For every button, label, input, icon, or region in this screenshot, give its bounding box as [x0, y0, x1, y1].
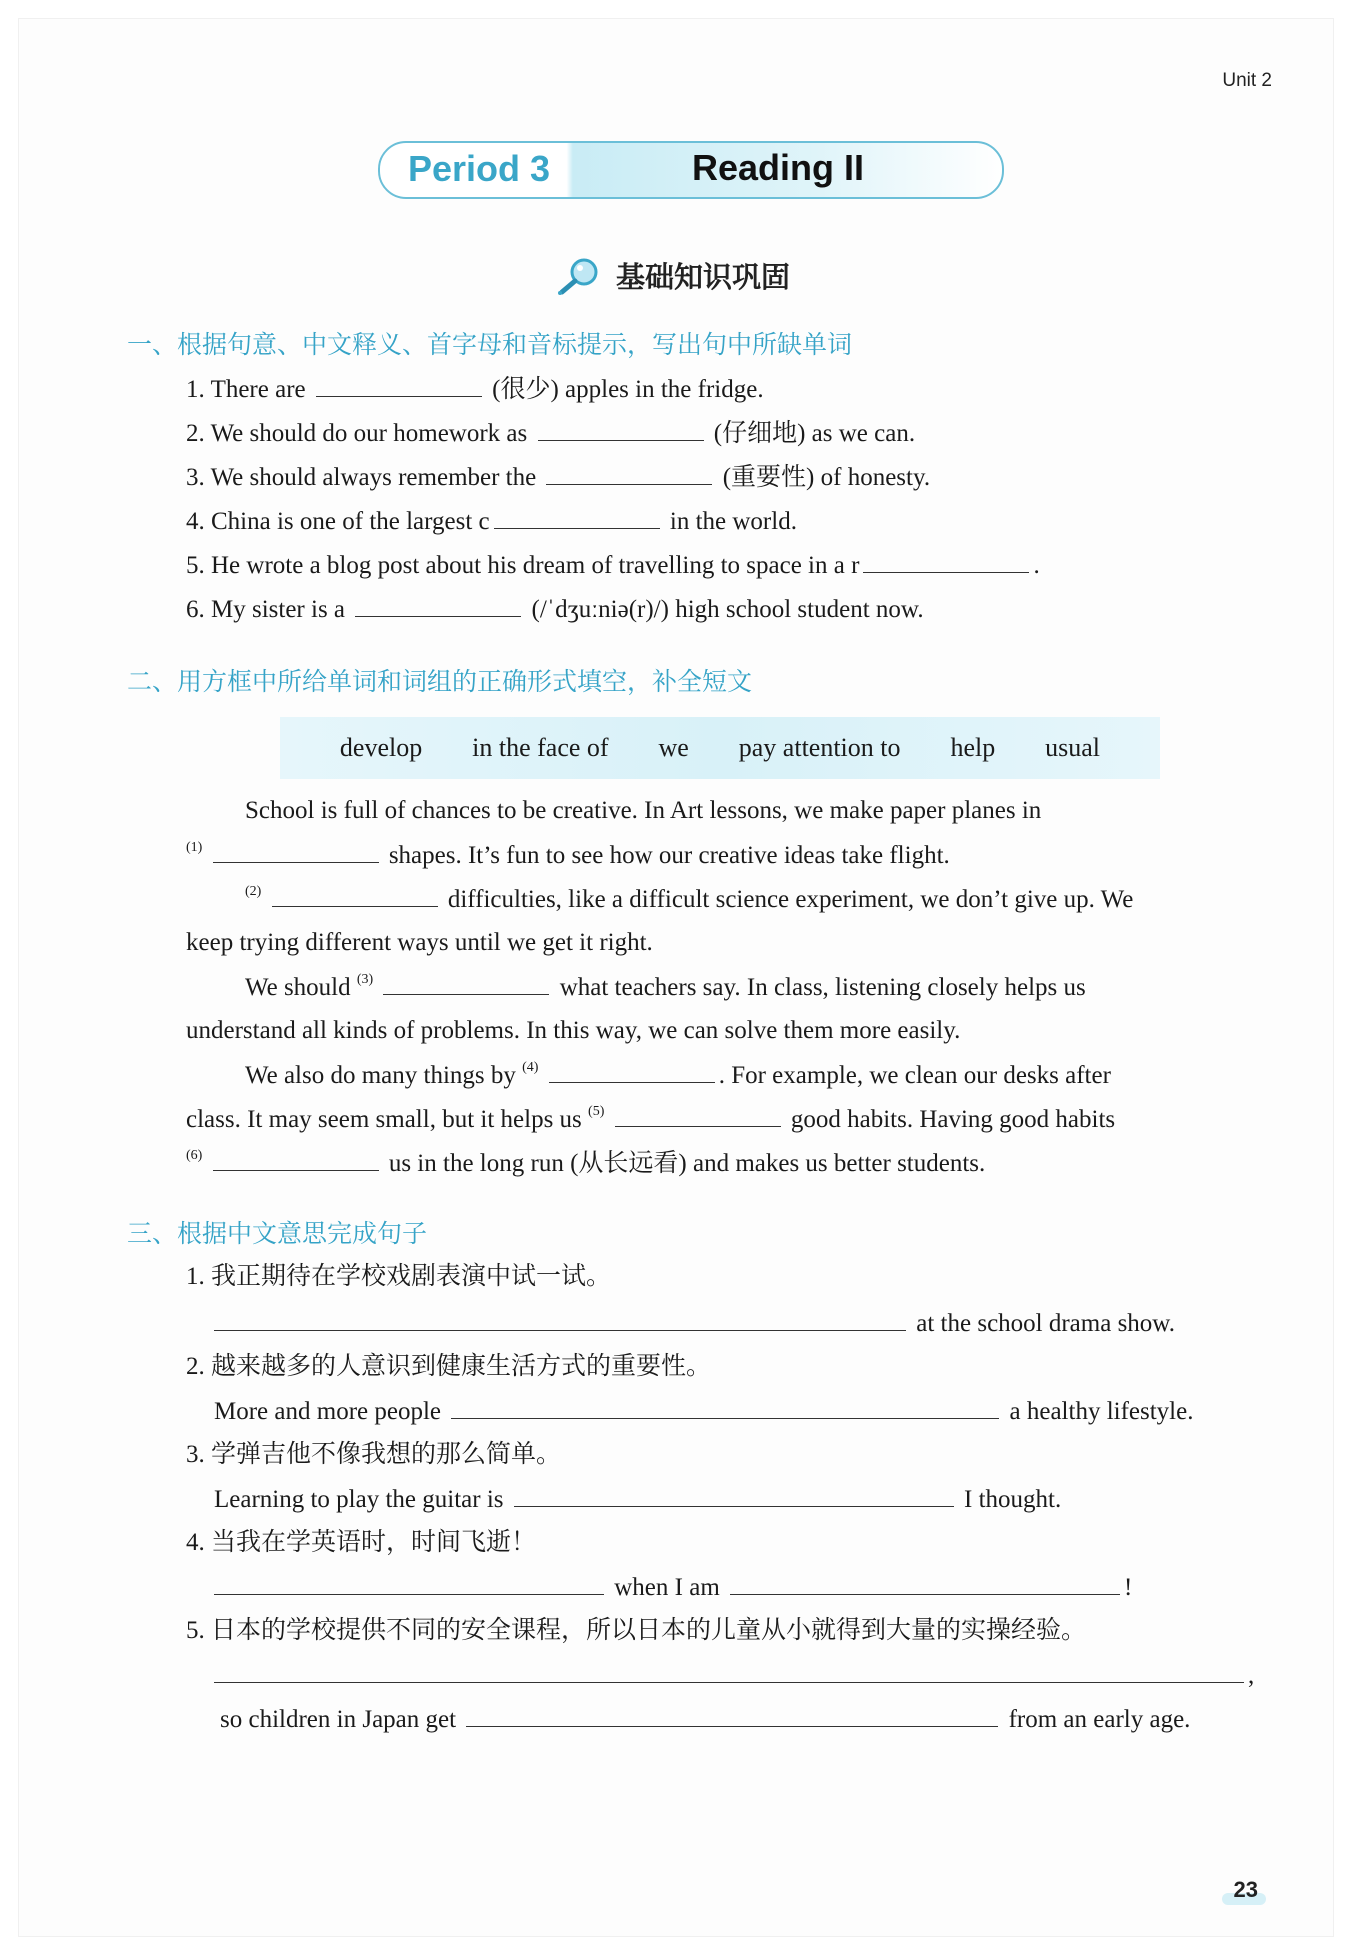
answer-blank[interactable]	[514, 1484, 954, 1507]
s3-q1-chinese: 1. 我正期待在学校戏剧表演中试一试。	[186, 1263, 612, 1290]
period-banner	[378, 141, 1004, 199]
passage-line: We also do many things by $^{(4)}$ . For example, we clean our desks after	[245, 1060, 1111, 1089]
s1-item-4: 4. China is one of the largest c in the world.	[186, 508, 797, 535]
answer-blank[interactable]	[316, 374, 482, 397]
unit-label: Unit 2	[1222, 70, 1272, 91]
blank-number: (5)	[588, 1104, 605, 1119]
lesson-title: Reading II	[692, 147, 865, 188]
word-box-item: in the face of	[472, 733, 609, 762]
answer-blank[interactable]	[213, 840, 379, 863]
blank-number: (1)	[186, 840, 203, 855]
answer-blank[interactable]	[383, 972, 549, 995]
passage-line: $^{(6)}$ us in the long run (从长远看) and makes us better students.	[186, 1148, 986, 1177]
s3-q3-chinese: 3. 学弹吉他不像我想的那么简单。	[186, 1441, 562, 1468]
answer-blank[interactable]	[863, 550, 1029, 573]
word-box-item: develop	[339, 733, 423, 762]
answer-blank[interactable]	[355, 594, 521, 617]
answer-blank[interactable]	[213, 1148, 379, 1171]
word-box-item: help	[950, 733, 996, 762]
passage-line: keep trying different ways until we get it right.	[186, 929, 653, 956]
answer-blank[interactable]	[546, 462, 712, 485]
s1-item-3: 3. We should always remember the (重要性) of honesty.	[186, 464, 931, 491]
s3-q4-english: when I am !	[214, 1572, 1132, 1603]
answer-blank[interactable]	[214, 1660, 1244, 1683]
word-box-item: pay attention to	[738, 733, 901, 762]
passage-line: class. It may seem small, but it helps us $^{(5)}$ good habits. Having good habits	[186, 1104, 1116, 1133]
word-box-item: usual	[1045, 733, 1101, 762]
blank-number: (3)	[356, 972, 374, 987]
word-box	[280, 717, 1160, 779]
section3-title: 三、根据中文意思完成句子	[127, 1219, 428, 1248]
s1-item-1: 1. There are (很少) apples in the fridge.	[186, 376, 764, 403]
passage-line: $^{(2)}$ difficulties, like a difficult science experiment, we don’t give up. We	[245, 884, 1134, 913]
s1-item-2: 2. We should do our homework as (仔细地) as we can.	[186, 420, 916, 447]
passage-line: $^{(1)}$ shapes. It’s fun to see how our creative ideas take flight.	[186, 840, 950, 869]
section2-title: 二、用方框中所给单词和词组的正确形式填空，补全短文	[127, 667, 753, 696]
page-number: 23	[1233, 1877, 1258, 1902]
s3-q2-english: More and more people a healthy lifestyle.	[214, 1398, 1194, 1425]
blank-number: (2)	[245, 884, 262, 899]
s3-q1-english: at the school drama show.	[214, 1308, 1175, 1339]
s3-q2-chinese: 2. 越来越多的人意识到健康生活方式的重要性。	[186, 1353, 712, 1380]
s3-q5-english-1: ,	[214, 1660, 1254, 1691]
heading-text: 基础知识巩固	[616, 260, 791, 294]
answer-blank[interactable]	[451, 1396, 999, 1419]
blank-number: (4)	[522, 1060, 539, 1075]
answer-blank[interactable]	[494, 506, 660, 529]
passage-line: School is full of chances to be creative. In Art lessons, we make paper planes in	[245, 797, 1042, 824]
magnifier-icon	[556, 256, 602, 296]
section1-title: 一、根据句意、中文释义、首字母和音标提示，写出句中所缺单词	[127, 330, 853, 359]
answer-blank[interactable]	[615, 1104, 781, 1127]
section-heading	[556, 255, 790, 296]
answer-blank[interactable]	[466, 1704, 998, 1727]
answer-blank[interactable]	[538, 418, 704, 441]
s1-item-6: 6. My sister is a (/ˈdʒuːniə(r)/) high school student now.	[186, 596, 924, 623]
s3-q5-chinese: 5. 日本的学校提供不同的安全课程，所以日本的儿童从小就得到大量的实操经验。	[186, 1617, 1087, 1644]
s3-q4-chinese: 4. 当我在学英语时，时间飞逝！	[186, 1529, 537, 1556]
s1-item-5: 5. He wrote a blog post about his dream of travelling to space in a r .	[186, 552, 1040, 579]
answer-blank[interactable]	[730, 1572, 1120, 1595]
passage-line: We should $^{(3)}$ what teachers say. In class, listening closely helps us	[245, 972, 1086, 1001]
answer-blank[interactable]	[214, 1308, 906, 1331]
word-box-item: we	[658, 733, 689, 762]
s3-q3-english: Learning to play the guitar is I thought.	[214, 1486, 1062, 1513]
s3-q5-english-2: so children in Japan get from an early age.	[220, 1706, 1191, 1733]
blank-number: (6)	[186, 1148, 203, 1163]
period-label: Period 3	[408, 148, 551, 189]
answer-blank[interactable]	[549, 1060, 715, 1083]
answer-blank[interactable]	[214, 1572, 604, 1595]
answer-blank[interactable]	[272, 884, 438, 907]
passage-line: understand all kinds of problems. In this way, we can solve them more easily.	[186, 1017, 961, 1044]
